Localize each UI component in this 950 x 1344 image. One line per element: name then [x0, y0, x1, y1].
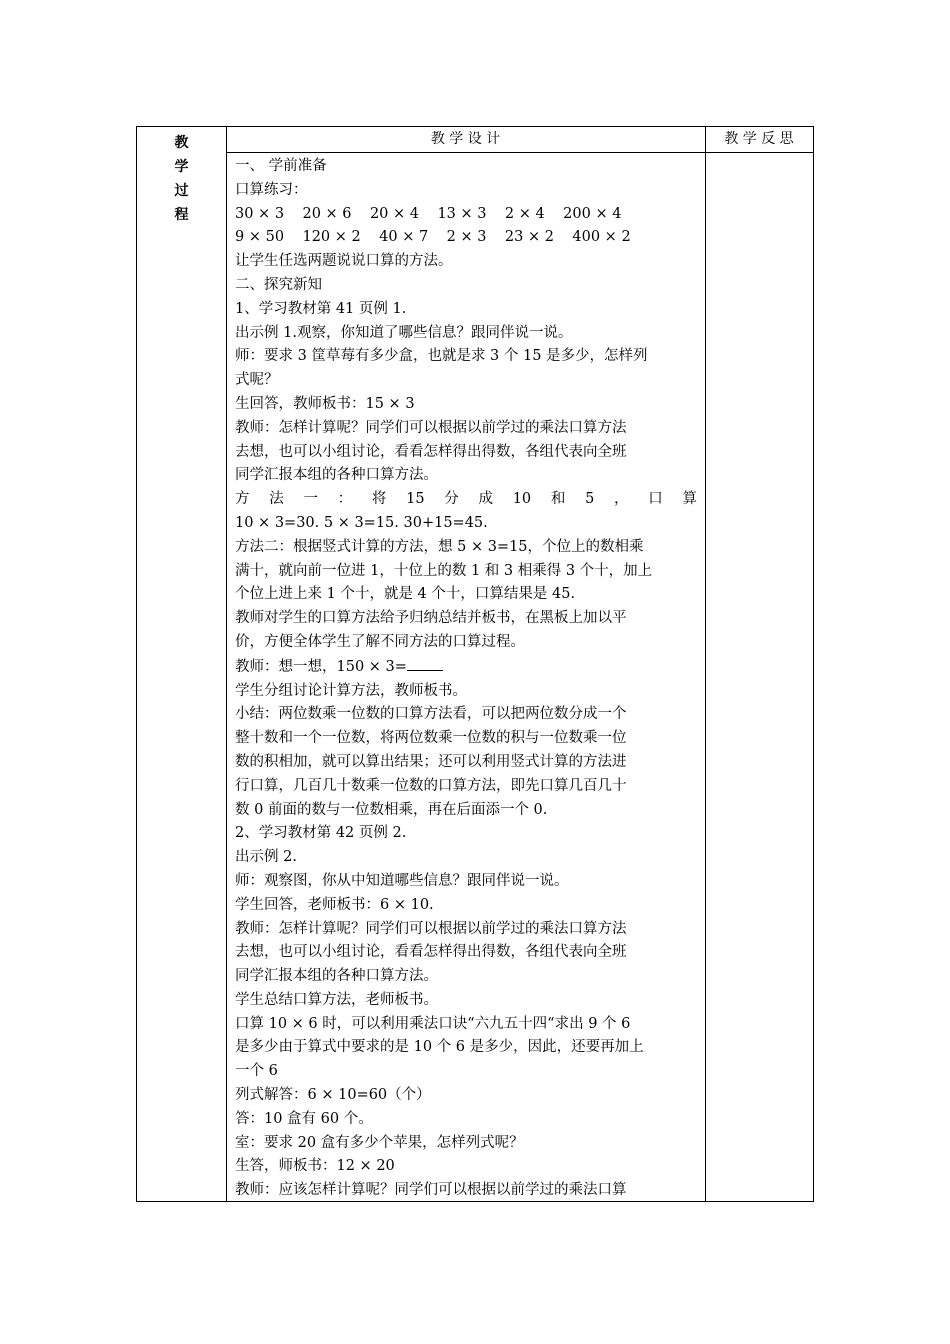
content-line: 行口算，几百几十数乘一位数的口算方法，即先口算几百几十 — [235, 777, 627, 794]
word: 将 — [371, 491, 387, 508]
content-line: 生答，师板书：12 × 20 — [235, 1158, 395, 1175]
content-line: 整十数和一个一位数，将两位数乘一位数的积与一位数乘一位 — [235, 730, 627, 747]
content-line: 数的积相加，就可以算出结果；还可以利用竖式计算的方法进 — [235, 753, 627, 770]
word: 方 — [235, 491, 250, 508]
content-line: 一、 学前准备 — [235, 158, 327, 174]
content-line: 10 × 3=30. 5 × 3=15. 30+15=45. — [235, 514, 488, 531]
content-line: 学生总结口算方法，老师板书。 — [235, 991, 438, 1008]
word: 15 — [406, 491, 425, 508]
content-line: 9 × 50 120 × 2 40 × 7 2 × 3 23 × 2 400 × 2 — [235, 229, 631, 246]
content-line: 师：要求 3 筐草莓有多少盒，也就是求 3 个 15 是多少，怎样列 — [235, 348, 648, 365]
header-divider — [226, 152, 705, 153]
content-text: 教师：想一想，150 × 3= — [235, 658, 407, 675]
content-line: 是多少由于算式中要求的是 10 个 6 是多少，因此，还要再加上 — [235, 1039, 644, 1056]
content-line — [235, 655, 697, 680]
content-line: 同学汇报本组的各种口算方法。 — [235, 968, 438, 985]
content-line: 价，方便全体学生了解不同方法的口算过程。 — [235, 633, 525, 650]
content-line: 1、学习教材第 41 页例 1. — [235, 300, 407, 317]
reflection-header: 教 学 反 思 — [724, 131, 794, 147]
process-label-char: 程 — [174, 207, 189, 223]
content-line: 方法二：根据竖式计算的方法，想 5 × 3=15，个位上的数相乘 — [235, 538, 644, 555]
content-line: 学生分组讨论计算方法，教师板书。 — [235, 682, 467, 699]
column-divider-2 — [705, 127, 706, 1201]
word: 分 — [444, 491, 459, 508]
process-label-char: 过 — [174, 183, 189, 199]
answer-blank — [407, 655, 443, 671]
content-line: 小结：两位数乘一位数的口算方法看，可以把两位数分成一个 — [235, 706, 627, 723]
content-line: 学生回答，老师板书：6 × 10. — [235, 896, 434, 913]
content-line: 满十，就向前一位进 1，十位上的数 1 和 3 相乘得 3 个十，加上 — [235, 562, 653, 579]
word: 10 — [512, 491, 532, 508]
content-line: 口算 10 × 6 时，可以利用乘法口诀“六九五十四“求出 9 个 6 — [235, 1015, 631, 1032]
content-line: 去想，也可以小组讨论，看看怎样得出得数，各组代表向全班 — [235, 443, 627, 460]
content-line: 口算练习： — [235, 181, 308, 198]
content-line: 教师：怎样计算呢？同学们可以根据以前学过的乘法口算方法 — [235, 419, 627, 436]
content-line: 二、探究新知 — [235, 276, 322, 293]
design-content — [235, 155, 697, 1203]
content-line: 30 × 3 20 × 6 20 × 4 13 × 3 2 × 4 200 × 4 — [235, 205, 622, 222]
word: 5 — [585, 491, 595, 508]
word: 口 — [648, 491, 663, 508]
word: 一 — [303, 491, 318, 508]
header-divider-right — [705, 152, 813, 153]
column-divider-1 — [226, 127, 227, 1201]
content-line: 个位上进上来 1 个十，就是 4 个十，口算结果是 45. — [235, 586, 576, 603]
content-line: 式呢？ — [235, 372, 279, 389]
word: 算 — [682, 491, 697, 508]
content-line: 数 0 前面的数与一位数相乘，再在后面添一个 0. — [235, 801, 548, 818]
justified-line — [235, 488, 697, 512]
lesson-table — [136, 126, 814, 1202]
word: 和 — [550, 491, 566, 508]
content-line: 答：10 盒有 60 个。 — [235, 1110, 373, 1127]
process-label-char: 学 — [174, 159, 189, 175]
design-header: 教 学 设 计 — [430, 131, 501, 147]
content-line: 同学汇报本组的各种口算方法。 — [235, 467, 438, 484]
content-line: 一个 6 — [235, 1063, 278, 1080]
content-line: 2、学习教材第 42 页例 2. — [235, 825, 407, 842]
content-line: 让学生任选两题说说口算的方法。 — [235, 253, 453, 270]
word: 法 — [269, 491, 284, 508]
content-line: 教师对学生的口算方法给予归纳总结并板书，在黑板上加以平 — [235, 610, 627, 627]
word: ， — [614, 491, 629, 508]
content-line: 列式解答：6 × 10=60（个） — [235, 1087, 431, 1104]
content-line: 教师：应该怎样计算呢？同学们可以根据以前学过的乘法口算 — [235, 1182, 627, 1199]
content-line: 室：要求 20 盒有多少个苹果，怎样列式呢？ — [235, 1134, 524, 1151]
word: 成 — [478, 491, 493, 508]
content-line: 去想，也可以小组讨论，看看怎样得出得数，各组代表向全班 — [235, 944, 627, 961]
word: ： — [337, 491, 353, 508]
process-label-char: 教 — [174, 135, 189, 151]
content-line: 教师：怎样计算呢？同学们可以根据以前学过的乘法口算方法 — [235, 920, 627, 937]
content-line: 生回答，教师板书：15 × 3 — [235, 395, 415, 412]
content-line: 出示例 1.观察，你知道了哪些信息？跟同伴说一说。 — [235, 324, 573, 341]
content-line: 师：观察图，你从中知道哪些信息？跟同伴说一说。 — [235, 872, 569, 889]
process-label — [137, 131, 226, 227]
content-line: 出示例 2. — [235, 849, 297, 866]
